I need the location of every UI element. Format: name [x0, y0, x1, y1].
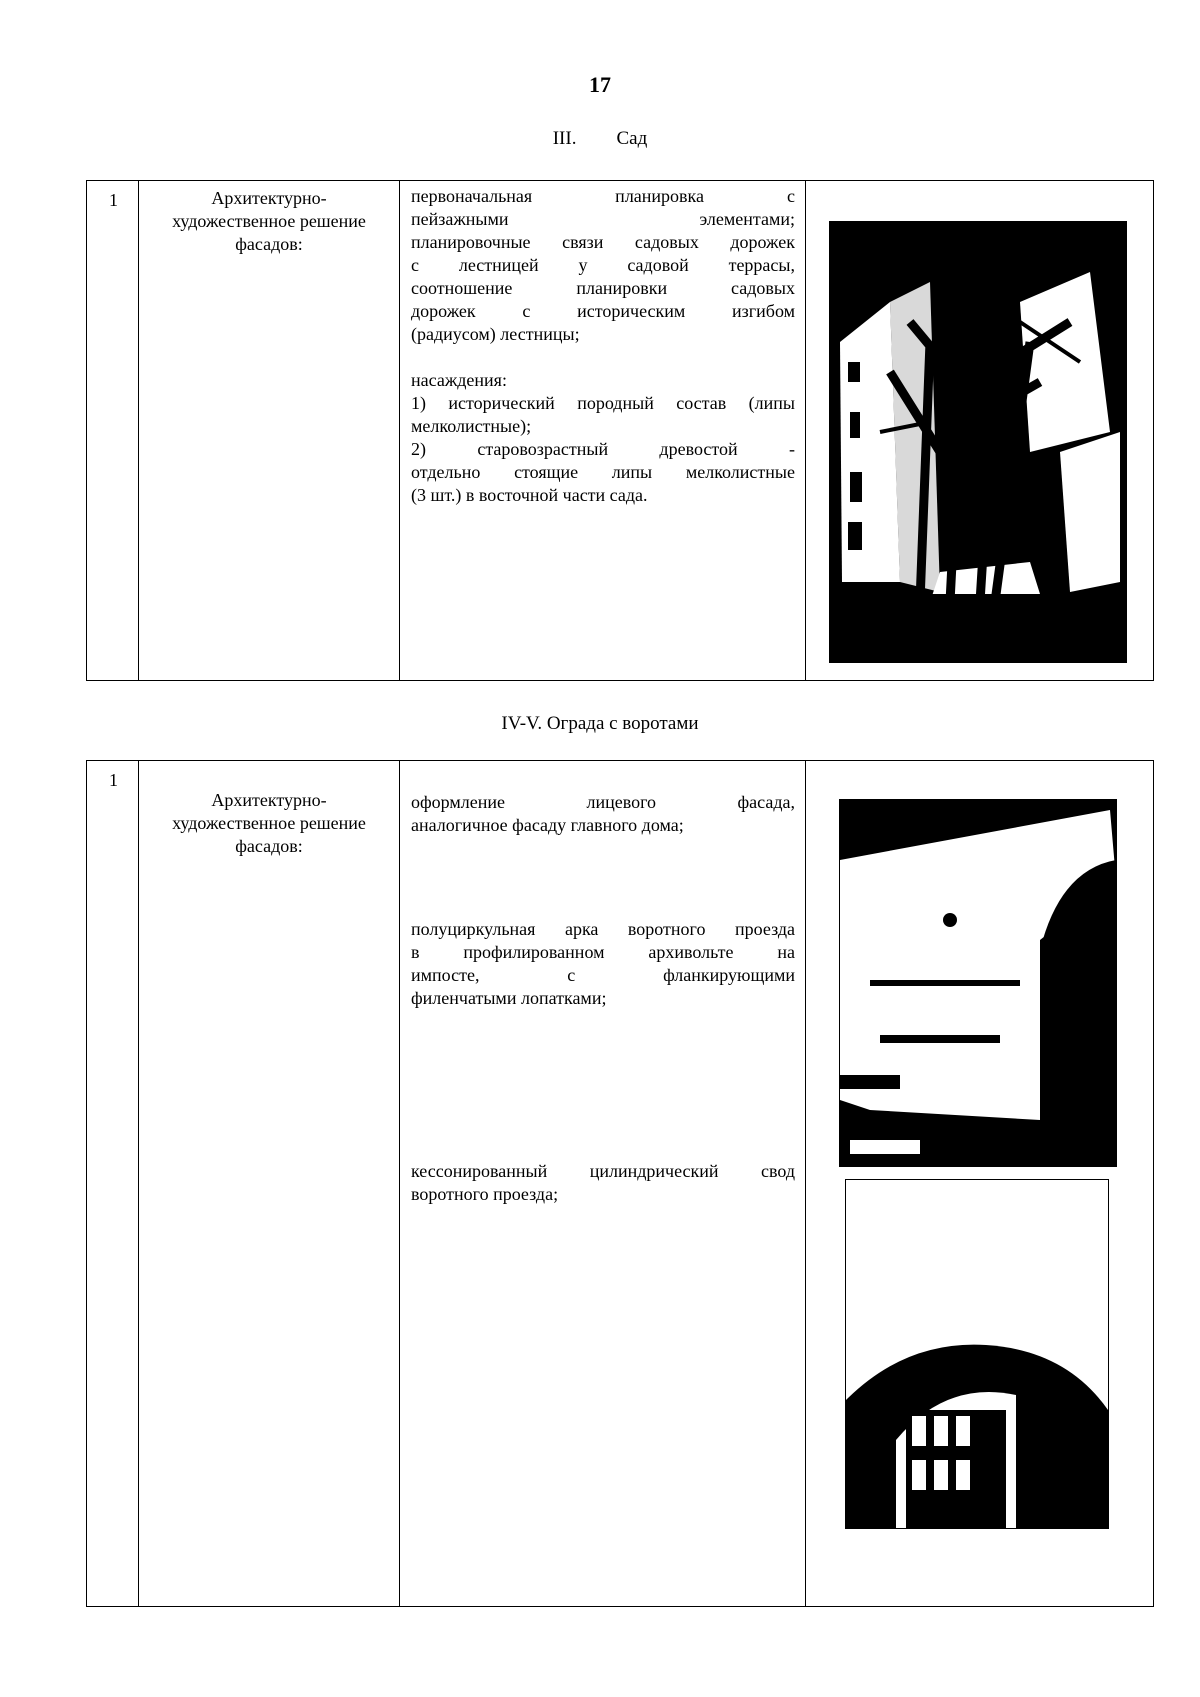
- attribute-line: фасадов:: [235, 234, 303, 254]
- plantings-item-2-cont: отдельно стоящие липы мелколистные: [411, 462, 795, 482]
- description-cell: [400, 181, 806, 681]
- plantings-item-2-end: (3 шт.) в восточной части сада.: [411, 485, 648, 505]
- fence-item-2-cont: импосте, с фланкирующими: [411, 965, 795, 985]
- fence-item-2: полуциркульная арка воротного проезда: [411, 919, 795, 939]
- garden-photo: [829, 221, 1127, 663]
- attribute-line: Архитектурно-: [211, 188, 327, 208]
- fence-table: [86, 760, 1154, 1607]
- gate-facade-photo: [839, 799, 1117, 1167]
- table-row: [87, 181, 1154, 681]
- photo-cell: [806, 181, 1154, 681]
- photo-cell: [806, 761, 1154, 1607]
- section-heading-fence: IV-V. Ограда с воротами: [501, 713, 699, 734]
- fence-item-1-cont: аналогичное фасаду главного дома;: [411, 815, 684, 835]
- description-line: соотношение планировки садовых: [411, 278, 795, 298]
- row-number: 1: [87, 761, 139, 1607]
- plantings-item-1-cont: мелколистные);: [411, 416, 532, 436]
- plantings-item-2: 2) старовозрастный древостой -: [411, 439, 795, 459]
- description-line: первоначальная планировка с: [411, 186, 795, 206]
- fence-item-2-cont: в профилированном архивольте на: [411, 942, 795, 962]
- vault-passage-image: [846, 1180, 1108, 1528]
- plantings-title: насаждения:: [411, 370, 507, 390]
- attribute-cell: [139, 181, 400, 681]
- fence-item-1: оформление лицевого фасада,: [411, 792, 795, 812]
- row-number: 1: [87, 181, 139, 681]
- description-line: планировочные связи садовых дорожек: [411, 232, 795, 252]
- fence-item-3-cont: воротного проезда;: [411, 1184, 559, 1204]
- garden-table: [86, 180, 1154, 681]
- trees-image: [830, 222, 1126, 662]
- attribute-line: фасадов:: [235, 836, 303, 856]
- description-line: с лестницей у садовой террасы,: [411, 255, 795, 275]
- attribute-line: Архитектурно-: [211, 790, 327, 810]
- arch-facade-image: [840, 800, 1116, 1166]
- section-heading-garden: [0, 128, 1200, 150]
- attribute-line: художественное решение: [172, 211, 366, 231]
- attribute-cell: [139, 761, 400, 1607]
- attribute-line: художественное решение: [172, 813, 366, 833]
- description-line: (радиусом) лестницы;: [411, 324, 580, 344]
- description-line: дорожек с историческим изгибом: [411, 301, 795, 321]
- fence-item-3: кессонированный цилиндрический свод: [411, 1161, 795, 1181]
- plantings-item-1: 1) исторический породный состав (липы: [411, 393, 795, 413]
- section-title: Сад: [616, 128, 648, 149]
- description-line: пейзажными элементами;: [411, 209, 795, 229]
- description-cell: [400, 761, 806, 1607]
- vault-photo: [845, 1179, 1109, 1529]
- fence-item-2-end: филенчатыми лопатками;: [411, 988, 607, 1008]
- section-roman-numeral: III.: [552, 128, 577, 149]
- page-number: 17: [589, 72, 611, 97]
- table-row: [87, 761, 1154, 1607]
